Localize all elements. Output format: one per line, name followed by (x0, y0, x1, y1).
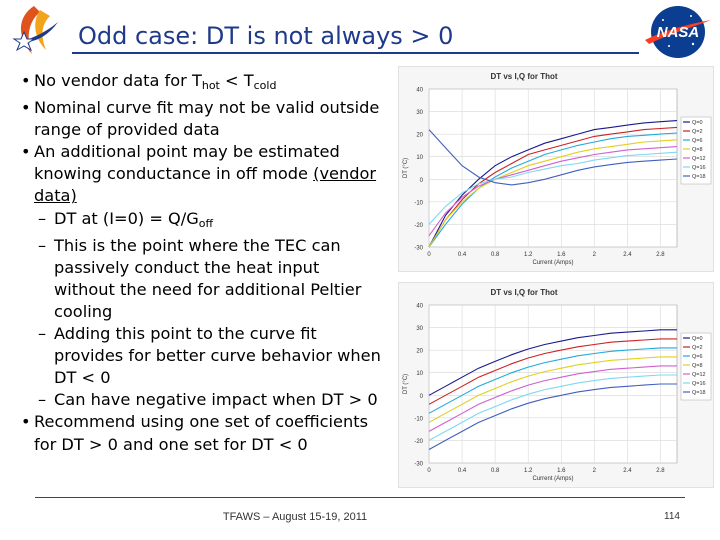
legend-label: Q=18 (692, 174, 706, 180)
bullet-list (18, 70, 400, 456)
y-tick-label: 20 (416, 348, 423, 355)
sub-bullet-2-cont3: cooling (54, 301, 113, 321)
sub-bullet-3-cont1: provides for better curve behavior when (54, 346, 381, 366)
x-tick-label: 2.8 (656, 252, 665, 258)
x-tick-label: 2.4 (623, 468, 632, 474)
legend-label: Q=2 (692, 129, 703, 135)
x-tick-label: 2.4 (623, 252, 632, 258)
bullet-3: • An additional point may be estimated (21, 142, 340, 162)
legend-label: Q=16 (692, 381, 706, 387)
x-tick-label: 0.4 (457, 468, 467, 474)
y-tick-label: 40 (416, 303, 423, 310)
nasa-logo (643, 4, 713, 60)
legend-label: Q=16 (692, 165, 706, 171)
footer-divider (35, 497, 685, 498)
x-tick-label: 0 (427, 468, 431, 474)
x-tick-label: 0.4 (457, 252, 467, 258)
y-tick-label: 30 (416, 110, 423, 117)
chart-bottom (398, 282, 714, 488)
legend-label: Q=2 (692, 345, 703, 351)
legend-label: Q=8 (692, 363, 703, 369)
y-tick-label: -10 (414, 416, 423, 423)
legend-label: Q=12 (692, 372, 706, 378)
sub-bullet-3: – Adding this point to the curve fit (38, 324, 317, 344)
bullet-4: • Recommend using one set of coefficients (21, 412, 369, 432)
tfaws-logo (4, 2, 66, 62)
title-underline (72, 52, 639, 54)
y-axis-label: DT (°C) (403, 157, 409, 179)
legend-label: Q=18 (692, 390, 706, 396)
y-tick-label: 20 (416, 132, 423, 139)
x-tick-label: 0.8 (490, 468, 500, 474)
legend-label: Q=12 (692, 156, 706, 162)
sub-bullet-4: – Can have negative impact when DT > 0 (38, 390, 378, 410)
bullet-3-cont: knowing conductance in off mode (vendor (34, 164, 377, 184)
chart-top (398, 66, 714, 272)
x-axis-label: Current (Amps) (532, 260, 574, 266)
y-tick-label: 10 (416, 371, 423, 378)
y-tick-label: -20 (414, 222, 423, 229)
legend-label: Q=8 (692, 147, 703, 153)
chart-title: DT vs I,Q for Thot (490, 72, 558, 81)
nasa-logo-text: NASA (656, 24, 700, 41)
x-tick-label: 2.8 (656, 468, 665, 474)
y-tick-label: 0 (419, 393, 423, 400)
x-tick-label: 0.8 (490, 252, 500, 258)
legend-label: Q=0 (692, 120, 703, 126)
sub-bullet-1: – DT at $(I=0) = Q/G_{off}$ (38, 208, 214, 230)
y-tick-label: 30 (416, 326, 423, 333)
y-tick-label: 0 (419, 177, 423, 184)
slide-title: Odd case: DT is not always > 0 (78, 22, 454, 50)
y-tick-label: 10 (416, 155, 423, 162)
x-tick-label: 2 (592, 468, 597, 474)
chart-top-svg (399, 67, 713, 271)
sub-bullet-3-cont2: DT < 0 (54, 368, 111, 388)
bullet-3-cont2: data) (34, 186, 77, 206)
y-tick-label: -30 (414, 245, 423, 252)
legend-label: Q=0 (692, 336, 703, 342)
legend-label: Q=6 (692, 354, 703, 360)
legend-label: Q=6 (692, 138, 703, 144)
x-axis-label: Current (Amps) (532, 476, 574, 482)
y-tick-label: -20 (414, 438, 423, 445)
footer-text: TFAWS – August 15-19, 2011 (222, 511, 368, 523)
x-tick-label: 0 (427, 252, 431, 258)
x-tick-label: 1.6 (557, 252, 566, 258)
chart-bottom-svg (399, 283, 713, 487)
bullet-1: • No vendor data for $T_{hot} < T_{cold}$ (21, 71, 277, 92)
bullet-2-cont: range of provided data (34, 120, 220, 140)
x-tick-label: 1.2 (524, 252, 533, 258)
page-number: 114 (664, 511, 680, 522)
x-tick-label: 2 (592, 252, 597, 258)
sub-bullet-2: – This is the point where the TEC can (38, 235, 341, 255)
bullet-2: • Nominal curve fit may not be valid outside (21, 98, 380, 118)
x-tick-label: 1.6 (557, 468, 566, 474)
sub-bullet-2-cont2: without the need for additional Peltier (54, 279, 362, 299)
y-tick-label: 40 (416, 87, 423, 94)
chart-title: DT vs I,Q for Thot (490, 288, 558, 297)
y-tick-label: -10 (414, 200, 423, 207)
y-axis-label: DT (°C) (403, 373, 409, 395)
bullet-4-cont: for DT > 0 and one set for DT < 0 (34, 434, 308, 454)
x-tick-label: 1.2 (524, 468, 533, 474)
y-tick-label: -30 (414, 461, 423, 468)
sub-bullet-2-cont1: passively conduct the heat input (54, 257, 320, 277)
